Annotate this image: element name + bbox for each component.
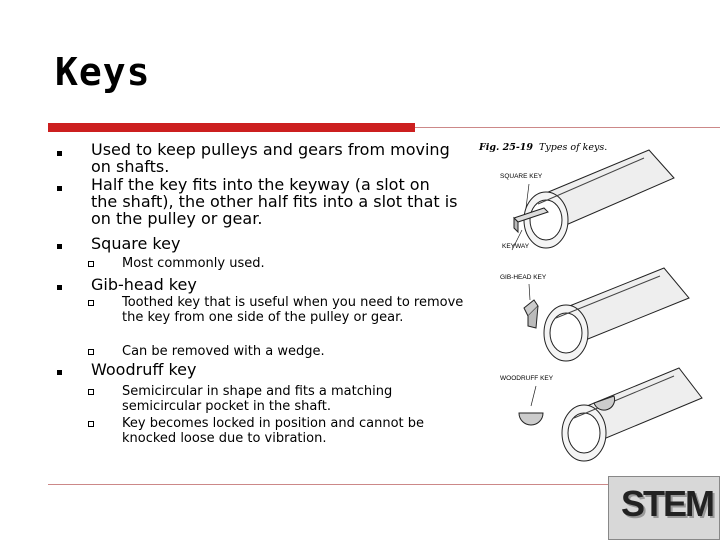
label-square-key: SQUARE KEY [500, 173, 543, 180]
sub-bullet-text: Semicircular in shape and fits a matching semicircular pocket in the shaft. [122, 384, 393, 414]
bullet-marker [57, 186, 62, 191]
sub-bullet-marker [88, 389, 94, 395]
bullet-marker [57, 151, 62, 156]
sub-bullet-text: Toothed key that is useful when you need to remove the key from one side of the pulley or gear. [122, 295, 464, 325]
label-woodruff-key: WOODRUFF KEY [500, 375, 554, 382]
bullet-text: Used to keep pulleys and gears from moving on shafts. [91, 140, 450, 176]
figure-number: Fig. 25-19 [479, 142, 533, 153]
stem-logo [608, 476, 720, 540]
bullet-text: Square key [91, 234, 181, 253]
title-accent-bar [48, 123, 415, 132]
sub-bullet-text: Key becomes locked in position and cannot be knocked loose due to vibration. [122, 416, 425, 446]
bullet-marker [57, 370, 62, 375]
label-gib-head-key: GIB-HEAD KEY [500, 274, 547, 281]
bullet-text: Gib-head key [91, 275, 197, 294]
sub-bullet-marker [88, 421, 94, 427]
keys-illustration [474, 138, 704, 470]
keys-figure [474, 138, 704, 470]
stem-logo-text: STEM [621, 483, 714, 524]
label-keyway: KEYWAY [502, 243, 530, 250]
sub-bullet-marker [88, 261, 94, 267]
sub-bullet-text: Most commonly used. [122, 256, 265, 271]
bullet-text: Woodruff key [91, 360, 197, 379]
bullet-marker [57, 285, 62, 290]
bullet-marker [57, 244, 62, 249]
sub-bullet-marker [88, 300, 94, 306]
sub-bullet-text: Can be removed with a wedge. [122, 344, 325, 359]
figure-caption-text: Types of keys. [539, 142, 608, 153]
sub-bullet-marker [88, 349, 94, 355]
bullet-text: Half the key fits into the keyway (a slot on the shaft), the other half fits into a slot that is on the pulley or gear. [91, 175, 458, 228]
slide-title: Keys [55, 50, 151, 94]
